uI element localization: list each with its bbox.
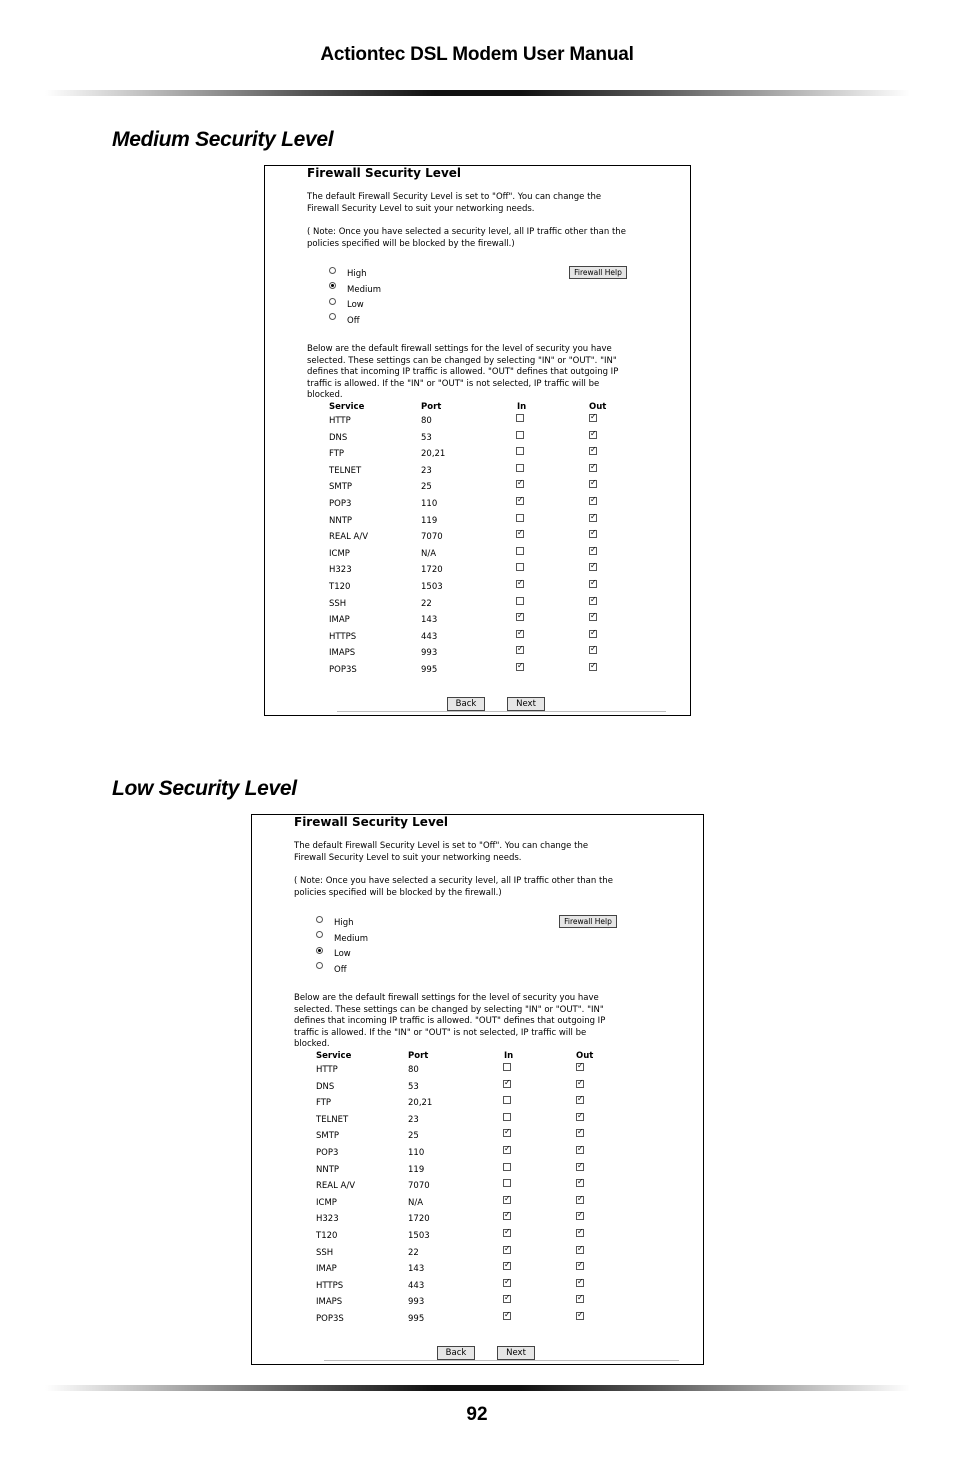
- next-button[interactable]: Next: [497, 1346, 535, 1360]
- out-checkbox[interactable]: [589, 514, 597, 522]
- out-checkbox[interactable]: [589, 597, 597, 605]
- column-header-port: Port: [408, 1051, 429, 1061]
- radio-button[interactable]: [316, 916, 323, 923]
- port-value: 995: [408, 1313, 425, 1324]
- table-row: [329, 482, 649, 499]
- out-checkbox[interactable]: [589, 480, 597, 488]
- service-name: IMAP: [329, 615, 350, 626]
- service-name: POP3S: [329, 664, 357, 675]
- service-name: NNTP: [329, 515, 353, 526]
- in-checkbox[interactable]: [503, 1212, 511, 1220]
- in-checkbox[interactable]: [503, 1312, 511, 1320]
- in-checkbox[interactable]: [516, 613, 524, 621]
- note-text: ( Note: Once you have selected a security level, all IP traffic other than the policies specified will be blocked by the firewall.): [294, 876, 613, 898]
- in-checkbox[interactable]: [503, 1179, 511, 1187]
- table-row: [329, 599, 649, 616]
- security-level-label: Medium: [334, 933, 368, 944]
- out-checkbox[interactable]: [589, 646, 597, 654]
- port-value: 23: [408, 1114, 419, 1125]
- out-checkbox[interactable]: [576, 1179, 584, 1187]
- service-name: SSH: [316, 1247, 334, 1258]
- footer-rule: [45, 1385, 910, 1391]
- header-rule: [45, 90, 910, 96]
- out-checkbox[interactable]: [576, 1129, 584, 1137]
- service-name: IMAPS: [329, 648, 356, 659]
- table-body: [316, 1065, 636, 1331]
- column-header-service: Service: [329, 402, 365, 412]
- out-checkbox[interactable]: [589, 464, 597, 472]
- in-checkbox[interactable]: [516, 497, 524, 505]
- out-checkbox[interactable]: [576, 1113, 584, 1121]
- firewall-title: Firewall Security Level: [294, 815, 449, 829]
- next-button[interactable]: Next: [507, 697, 545, 711]
- security-level-label: Off: [347, 315, 360, 326]
- out-checkbox[interactable]: [589, 547, 597, 555]
- back-button[interactable]: Back: [447, 697, 485, 711]
- service-name: ICMP: [329, 548, 350, 559]
- port-value: 1720: [421, 565, 443, 576]
- table-row: [329, 499, 649, 516]
- port-value: 443: [408, 1280, 425, 1291]
- service-name: HTTPS: [329, 631, 357, 642]
- service-name: SSH: [329, 598, 347, 609]
- in-checkbox[interactable]: [503, 1196, 511, 1204]
- port-value: 23: [421, 465, 432, 476]
- security-level-option-medium[interactable]: [316, 932, 368, 946]
- out-checkbox[interactable]: [589, 431, 597, 439]
- service-name: POP3S: [316, 1313, 344, 1324]
- back-button[interactable]: Back: [437, 1346, 475, 1360]
- in-checkbox[interactable]: [516, 480, 524, 488]
- service-name: FTP: [329, 449, 345, 460]
- service-name: HTTP: [329, 416, 351, 426]
- table-row: [316, 1248, 636, 1265]
- intro-text: The default Firewall Security Level is set to "Off". You can change the Firewall Security Level to suit your networking needs.: [307, 192, 602, 214]
- table-row: [316, 1148, 636, 1165]
- table-row: [316, 1165, 636, 1182]
- out-checkbox[interactable]: [589, 580, 597, 588]
- service-name: DNS: [329, 432, 348, 443]
- table-row: [329, 416, 649, 433]
- table-row: [329, 615, 649, 632]
- firewall-help-button[interactable]: Firewall Help: [569, 266, 627, 279]
- table-body: [329, 416, 649, 682]
- service-name: HTTP: [316, 1065, 338, 1075]
- in-checkbox[interactable]: [503, 1096, 511, 1104]
- out-checkbox[interactable]: [576, 1163, 584, 1171]
- port-value: 119: [408, 1164, 425, 1175]
- in-checkbox[interactable]: [516, 530, 524, 538]
- service-name: IMAPS: [316, 1297, 343, 1308]
- security-level-option-high[interactable]: [329, 267, 367, 281]
- section-title-low: Low Security Level: [112, 777, 297, 800]
- security-level-option-low[interactable]: [329, 298, 364, 312]
- radio-button[interactable]: [329, 298, 336, 305]
- table-row: [316, 1214, 636, 1231]
- service-name: IMAP: [316, 1264, 337, 1275]
- radio-button[interactable]: [316, 962, 323, 969]
- security-level-label: Medium: [347, 284, 381, 295]
- firewall-help-button[interactable]: Firewall Help: [559, 915, 617, 928]
- service-name: SMTP: [316, 1131, 340, 1142]
- out-checkbox[interactable]: [589, 447, 597, 455]
- panel-divider: [337, 711, 666, 712]
- table-row: [316, 1231, 636, 1248]
- service-name: DNS: [316, 1081, 335, 1092]
- service-name: ICMP: [316, 1197, 337, 1208]
- port-value: 110: [421, 498, 438, 509]
- firewall-title: Firewall Security Level: [307, 166, 462, 180]
- port-value: N/A: [421, 548, 437, 559]
- table-row: [329, 433, 649, 450]
- port-value: 993: [408, 1297, 425, 1308]
- out-checkbox[interactable]: [576, 1096, 584, 1104]
- column-header-in: In: [517, 402, 527, 412]
- port-value: 80: [408, 1065, 419, 1075]
- in-checkbox[interactable]: [503, 1163, 511, 1171]
- in-checkbox[interactable]: [503, 1262, 511, 1270]
- port-value: 1503: [421, 581, 443, 592]
- in-checkbox[interactable]: [503, 1080, 511, 1088]
- port-value: 22: [408, 1247, 419, 1258]
- table-row: [329, 516, 649, 533]
- table-row: [329, 466, 649, 483]
- port-value: 53: [408, 1081, 419, 1092]
- in-checkbox[interactable]: [503, 1229, 511, 1237]
- port-value: 25: [408, 1131, 419, 1142]
- table-row: [316, 1314, 636, 1331]
- port-value: 993: [421, 648, 438, 659]
- security-level-option-off[interactable]: [329, 314, 360, 328]
- firewall-rules-table: [329, 402, 649, 682]
- port-value: 119: [421, 515, 438, 526]
- out-checkbox[interactable]: [589, 613, 597, 621]
- service-name: POP3: [316, 1147, 339, 1158]
- out-checkbox[interactable]: [576, 1262, 584, 1270]
- service-name: REAL A/V: [316, 1181, 356, 1192]
- in-checkbox[interactable]: [503, 1113, 511, 1121]
- security-level-option-low[interactable]: [316, 947, 351, 961]
- out-checkbox[interactable]: [576, 1295, 584, 1303]
- security-level-option-off[interactable]: [316, 963, 347, 977]
- port-value: 7070: [421, 532, 443, 543]
- port-value: 80: [421, 416, 432, 426]
- table-row: [329, 582, 649, 599]
- port-value: 20,21: [421, 449, 446, 460]
- security-level-label: High: [347, 269, 367, 279]
- port-value: 53: [421, 432, 432, 443]
- panel-divider: [324, 1360, 679, 1361]
- port-value: 25: [421, 482, 432, 493]
- table-row: [329, 532, 649, 549]
- manual-title: Actiontec DSL Modem User Manual: [320, 44, 634, 65]
- out-checkbox[interactable]: [589, 663, 597, 671]
- intro-text: The default Firewall Security Level is set to "Off". You can change the Firewall Security Level to suit your networking needs.: [294, 841, 589, 863]
- table-row: [329, 632, 649, 649]
- in-checkbox[interactable]: [516, 464, 524, 472]
- table-row: [329, 565, 649, 582]
- service-name: FTP: [316, 1098, 332, 1109]
- in-checkbox[interactable]: [516, 663, 524, 671]
- service-name: REAL A/V: [329, 532, 369, 543]
- table-row: [316, 1281, 636, 1298]
- in-checkbox[interactable]: [516, 431, 524, 439]
- service-name: TELNET: [329, 465, 362, 476]
- port-value: 1503: [408, 1230, 430, 1241]
- service-name: HTTPS: [316, 1280, 344, 1291]
- port-value: 995: [421, 664, 438, 675]
- description-text: Below are the default firewall settings for the level of security you have selected. These settings can be changed by selecting "IN" or "OUT". "IN" defines that incoming IP traffic is allowed. "OUT" defines that outgoing IP traffic is allowed. If the "IN" or "OUT" is not selected, IP traffic will be blocked.: [307, 344, 619, 400]
- security-level-option-high[interactable]: [316, 916, 354, 930]
- port-value: 143: [421, 615, 438, 626]
- port-value: 143: [408, 1264, 425, 1275]
- note-text: ( Note: Once you have selected a security level, all IP traffic other than the policies specified will be blocked by the firewall.): [307, 227, 626, 249]
- table-row: [316, 1181, 636, 1198]
- table-row: [316, 1198, 636, 1215]
- in-checkbox[interactable]: [503, 1063, 511, 1071]
- in-checkbox[interactable]: [516, 646, 524, 654]
- in-checkbox[interactable]: [503, 1295, 511, 1303]
- screenshot-medium-security: [264, 165, 691, 716]
- in-checkbox[interactable]: [516, 414, 524, 422]
- page-number: 92: [466, 1404, 488, 1425]
- in-checkbox[interactable]: [516, 597, 524, 605]
- security-level-label: High: [334, 918, 354, 928]
- out-checkbox[interactable]: [589, 530, 597, 538]
- radio-button[interactable]: [316, 931, 323, 938]
- radio-button[interactable]: [329, 313, 336, 320]
- service-name: TELNET: [316, 1114, 349, 1125]
- out-checkbox[interactable]: [589, 630, 597, 638]
- out-checkbox[interactable]: [576, 1080, 584, 1088]
- service-name: H323: [329, 565, 352, 576]
- table-row: [329, 449, 649, 466]
- out-checkbox[interactable]: [589, 563, 597, 571]
- out-checkbox[interactable]: [576, 1063, 584, 1071]
- service-name: H323: [316, 1214, 339, 1225]
- out-checkbox[interactable]: [576, 1196, 584, 1204]
- table-row: [316, 1065, 636, 1082]
- out-checkbox[interactable]: [576, 1146, 584, 1154]
- in-checkbox[interactable]: [516, 563, 524, 571]
- radio-button[interactable]: [316, 947, 323, 954]
- security-level-label: Low: [347, 300, 364, 310]
- security-level-option-medium[interactable]: [329, 283, 381, 297]
- table-row: [316, 1297, 636, 1314]
- service-name: T120: [316, 1230, 338, 1241]
- radio-button[interactable]: [329, 282, 336, 289]
- port-value: 443: [421, 631, 438, 642]
- firewall-rules-table: [316, 1051, 636, 1331]
- column-header-out: Out: [589, 402, 607, 412]
- table-row: [316, 1115, 636, 1132]
- in-checkbox[interactable]: [516, 447, 524, 455]
- table-header: [329, 402, 649, 416]
- port-value: 1720: [408, 1214, 430, 1225]
- port-value: N/A: [408, 1197, 424, 1208]
- table-row: [329, 549, 649, 566]
- security-level-label: Low: [334, 949, 351, 959]
- service-name: NNTP: [316, 1164, 340, 1175]
- in-checkbox[interactable]: [503, 1246, 511, 1254]
- port-value: 22: [421, 598, 432, 609]
- table-row: [329, 648, 649, 665]
- port-value: 110: [408, 1147, 425, 1158]
- column-header-in: In: [504, 1051, 514, 1061]
- out-checkbox[interactable]: [576, 1246, 584, 1254]
- table-header: [316, 1051, 636, 1065]
- section-title-medium: Medium Security Level: [112, 128, 334, 151]
- table-row: [316, 1264, 636, 1281]
- table-row: [329, 665, 649, 682]
- in-checkbox[interactable]: [516, 514, 524, 522]
- port-value: 7070: [408, 1181, 430, 1192]
- column-header-out: Out: [576, 1051, 594, 1061]
- in-checkbox[interactable]: [516, 580, 524, 588]
- out-checkbox[interactable]: [576, 1279, 584, 1287]
- out-checkbox[interactable]: [576, 1312, 584, 1320]
- description-text: Below are the default firewall settings for the level of security you have selected. These settings can be changed by selecting "IN" or "OUT". "IN" defines that incoming IP traffic is allowed. "OUT" defines that outgoing IP traffic is allowed. If the "IN" or "OUT" is not selected, IP traffic will be blocked.: [294, 993, 606, 1049]
- column-header-service: Service: [316, 1051, 352, 1061]
- table-row: [316, 1131, 636, 1148]
- column-header-port: Port: [421, 402, 442, 412]
- table-row: [316, 1098, 636, 1115]
- in-checkbox[interactable]: [516, 547, 524, 555]
- screenshot-low-security: [251, 814, 704, 1365]
- service-name: T120: [329, 581, 351, 592]
- service-name: POP3: [329, 498, 352, 509]
- in-checkbox[interactable]: [503, 1146, 511, 1154]
- out-checkbox[interactable]: [589, 414, 597, 422]
- security-level-label: Off: [334, 964, 347, 975]
- out-checkbox[interactable]: [589, 497, 597, 505]
- service-name: SMTP: [329, 482, 353, 493]
- port-value: 20,21: [408, 1098, 433, 1109]
- in-checkbox[interactable]: [516, 630, 524, 638]
- radio-button[interactable]: [329, 267, 336, 274]
- out-checkbox[interactable]: [576, 1212, 584, 1220]
- table-row: [316, 1082, 636, 1099]
- out-checkbox[interactable]: [576, 1229, 584, 1237]
- in-checkbox[interactable]: [503, 1279, 511, 1287]
- in-checkbox[interactable]: [503, 1129, 511, 1137]
